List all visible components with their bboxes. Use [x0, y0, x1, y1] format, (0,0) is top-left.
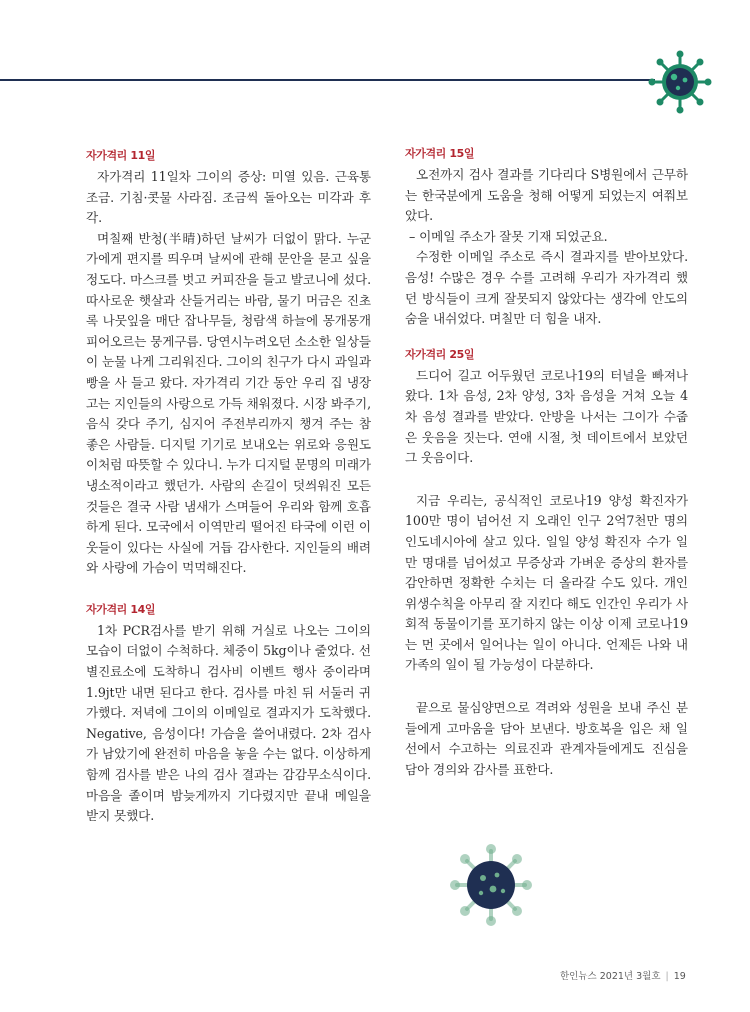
- virus-icon: [648, 50, 712, 114]
- section-heading-day25: 자가격리 25일: [405, 347, 475, 361]
- section-heading-day14: 자가격리 14일: [86, 602, 156, 616]
- paragraph: 수정한 이메일 주소로 즉시 결과지를 받아보았다. 음성! 수많은 경우 수를 고려해 우리가 자가격리 했던 방식들이 크게 잘못되지 않았다는 생각에 안도의 숨을 내쉬었다. 며칠만 더 힘을 내자.: [405, 249, 688, 327]
- paragraph: 며칠째 반청(半晴)하던 날씨가 더없이 맑다. 누군가에게 편지를 띄우며 날씨에 관해 문안을 묻고 싶을 정도다. 마스크를 벗고 커피잔을 들고 발코니에 섰다. 따사로운 햇살과 산들거리는 바람, 물기 머금은 진초록 나뭇잎을 매단 잡나무들, 청람색 하늘에 몽개몽개 피어오르는 뭉게구름. 당연시누려오던 소소한 일상들이 눈물 나게 그리워진다. 그이의 친구가 다시 과일과 빵을 사 들고 왔다. 자가격리 기간 동안 우리 집 냉장고는 지인들의 사랑으로 가득 채워졌다. 시장 봐주기, 음식 갖다 주기, 심지어 주전부리까지 챙겨 주는 참 좋은 사람들. 디지털 기기로 보내오는 위로와 응원도 이처럼 따뜻할 수 있다니. 누가 디지털 문명의 미래가 냉소적이라고 했던가. 사람의 손길이 덧씌워진 모든 것들은 결국 사람 냄새가 스며들어 우리와 함께 호흡하게 된다. 모국에서 이역만리 떨어진 타국에 이런 이웃들이 있다는 사실에 거듭 감사한다. 지인들의 배려와 사랑에 가슴이 먹먹해진다.: [86, 230, 371, 576]
- publication-name: 한인뉴스 2021년 3월호: [560, 971, 661, 982]
- left-column: [86, 147, 371, 827]
- paragraph: 드디어 길고 어두웠던 코로나19의 터널을 빠져나왔다. 1차 음성, 2차 양성, 3차 음성을 거쳐 오늘 4차 음성 결과를 받았다. 안방을 나서는 그이가 수줍은 웃음을 짓는다. 연애 시절, 첫 데이트에서 보았던 그 웃음이다.: [405, 367, 688, 466]
- closing-paragraph: 끝으로 물심양면으로 격려와 성원을 보내 주신 분들에게 고마움을 담아 보낸다. 방호복을 입은 채 일선에서 수고하는 의료진과 관계자들에게도 진심을 담아 경의와 감사를 표한다.: [405, 700, 688, 777]
- paragraph: 오전까지 검사 결과를 기다리다 S병원에서 근무하는 한국분에게 도움을 청해 어떻게 되었는지 여쭤보았다.: [405, 167, 688, 224]
- quoted-reply: – 이메일 주소가 잘못 기재 되었군요.: [409, 228, 608, 244]
- section-heading-day15: 자가격리 15일: [405, 147, 475, 160]
- footer-divider: |: [665, 971, 669, 982]
- header-rule: [0, 79, 655, 81]
- paragraph: 자가격리 11일차 그이의 증상: 미열 있음. 근육통 조금. 기침·콧물 사라짐. 조금씩 돌아오는 미각과 후각.: [86, 169, 371, 226]
- paragraph: 1차 PCR검사를 받기 위해 거실로 나오는 그이의 모습이 더없이 수척하다. 체중이 5kg이나 줄었다. 선별진료소에 도착하니 검사비 이벤트 행사 중이라며 1.9jt만 내면 된다고 한다. 검사를 마친 뒤 서둘러 귀가했다. 저녁에 그이의 이메일로 결과지가 도착했다. Negative, 음성이다! 가슴을 쓸어내렸다. 2차 검사가 남았기에 완전히 마음을 놓을 수는 없다. 이상하게 함께 검사를 받은 나의 검사 결과는 감감무소식이다. 마음을 졸이며 밤늦게까지 기다렸지만 끝내 메일을 받지 못했다.: [86, 622, 371, 824]
- virus-decoration-icon: [449, 843, 533, 927]
- closing-paragraph: 지금 우리는, 공식적인 코로나19 양성 확진자가 100만 명이 넘어선 지 오래인 인구 2억7천만 명의 인도네시아에 살고 있다. 일일 양성 확진자 수가 일만 명대를 넘어섰고 무증상과 가벼운 증상의 환자를 감안하면 정확한 수치는 더 올라갈 수도 있다. 개인 위생수칙을 아무리 잘 지킨다 해도 인간인 우리가 사회적 동물이기를 포기하지 않는 이상 이제 코로나19는 먼 곳에서 일어나는 일이 아니다. 언제든 나와 내 가족의 일이 될 가능성이 다분하다.: [405, 492, 688, 673]
- page-number: 19: [673, 971, 686, 982]
- section-heading-day11: 자가격리 11일: [86, 149, 156, 162]
- page-footer: [560, 968, 686, 982]
- right-column: [405, 145, 688, 780]
